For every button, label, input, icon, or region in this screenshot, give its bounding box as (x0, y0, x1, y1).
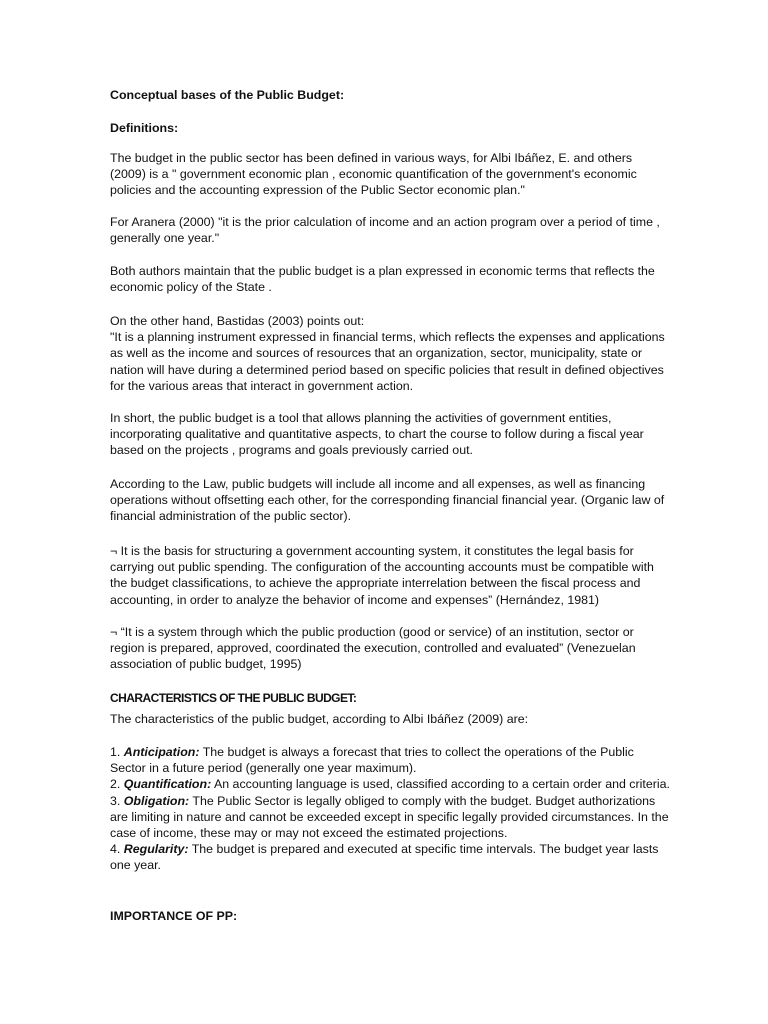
item-term: Anticipation: (123, 745, 200, 759)
characteristics-intro: The characteristics of the public budget, according to Albi Ibáñez (2009) are: (110, 712, 529, 726)
characteristics-list (110, 744, 670, 874)
paragraph-bastidas (110, 313, 670, 394)
item-number: 2. (110, 777, 124, 792)
definitions-heading: Definitions: (110, 121, 179, 135)
item-text: An accounting language is used, classified according to a certain order and criteria. (211, 777, 670, 792)
item-number: 1. (110, 745, 124, 759)
paragraph-both-authors: Both authors maintain that the public budget is a plan expressed in economic terms that reflects the economic policy of the State . (110, 264, 655, 295)
characteristics-heading: CHARACTERISTICS OF THE PUBLIC BUDGET: (110, 691, 357, 705)
item-term: Obligation: (123, 793, 190, 808)
paragraph-aranera: For Aranera (2000) "it is the prior calculation of income and an action program over a period of time , generally one year." (110, 215, 660, 246)
item-number: 3. (110, 793, 124, 808)
paragraph-law: According to the Law, public budgets will include all income and all expenses, as well as financing operations without offsetting each other, for the corresponding financial financial year. (Organic law of financial administration of the public sector). (110, 477, 665, 524)
item-term: Quantification: (123, 777, 212, 792)
item-text: The budget is always a forecast that tries to collect the operations of the Public Sector in a future period (generally one year maximum). (110, 745, 634, 776)
bullet-venezuelan-association: ¬ “It is a system through which the public production (good or service) of an institution, sector or region is prepared, approved, coordinated the execution, controlled and evaluated” (Venezuelan association of public budget, 1995) (110, 625, 636, 672)
list-item (110, 776, 670, 792)
bullet-hernandez: ¬ It is the basis for structuring a government accounting system, it constitutes the legal basis for carrying out public spending. The configuration of the accounting accounts must be compatible with the budget classifications, to achieve the appropriate interrelation between the fiscal process and accounting, in order to analyze the behavior of income and expenses” (Hernández, 1981) (110, 544, 654, 607)
paragraph-in-short: In short, the public budget is a tool that allows planning the activities of government entities, incorporating qualitative and quantitative aspects, to chart the course to follow during a fiscal year based on the projects , programs and goals previously carried out. (110, 411, 644, 458)
list-item (110, 841, 670, 873)
bastidas-quote: "It is a planning instrument expressed in financial terms, which reflects the expenses and applications as well as the income and sources of resources that an organization, sector, municipality, state or nation will have during a determined period based on specific policies that result in defined objectives for the various areas that interact in government action. (110, 330, 665, 393)
bastidas-intro: On the other hand, Bastidas (2003) points out: (110, 314, 365, 328)
item-text: The Public Sector is legally obliged to comply with the budget. Budget authorizations are limiting in nature and cannot be exceeded except in specific legally provided circumstances. In the case of income, these may or may not exceed the estimated projections. (110, 793, 669, 841)
item-text: The budget is prepared and executed at specific time intervals. The budget year lasts one year. (110, 842, 659, 873)
list-item (110, 793, 670, 842)
paragraph-budget-definition: The budget in the public sector has been defined in various ways, for Albi Ibáñez, E. and others (2009) is a " government economic plan , economic quantification of the government's economic policies and the accounting expression of the Public Sector economic plan." (110, 151, 637, 198)
document-title: Conceptual bases of the Public Budget: (110, 88, 345, 102)
item-term: Regularity: (123, 842, 189, 857)
list-item (110, 744, 670, 776)
importance-heading: IMPORTANCE OF PP: (110, 909, 238, 923)
item-number: 4. (110, 842, 124, 857)
